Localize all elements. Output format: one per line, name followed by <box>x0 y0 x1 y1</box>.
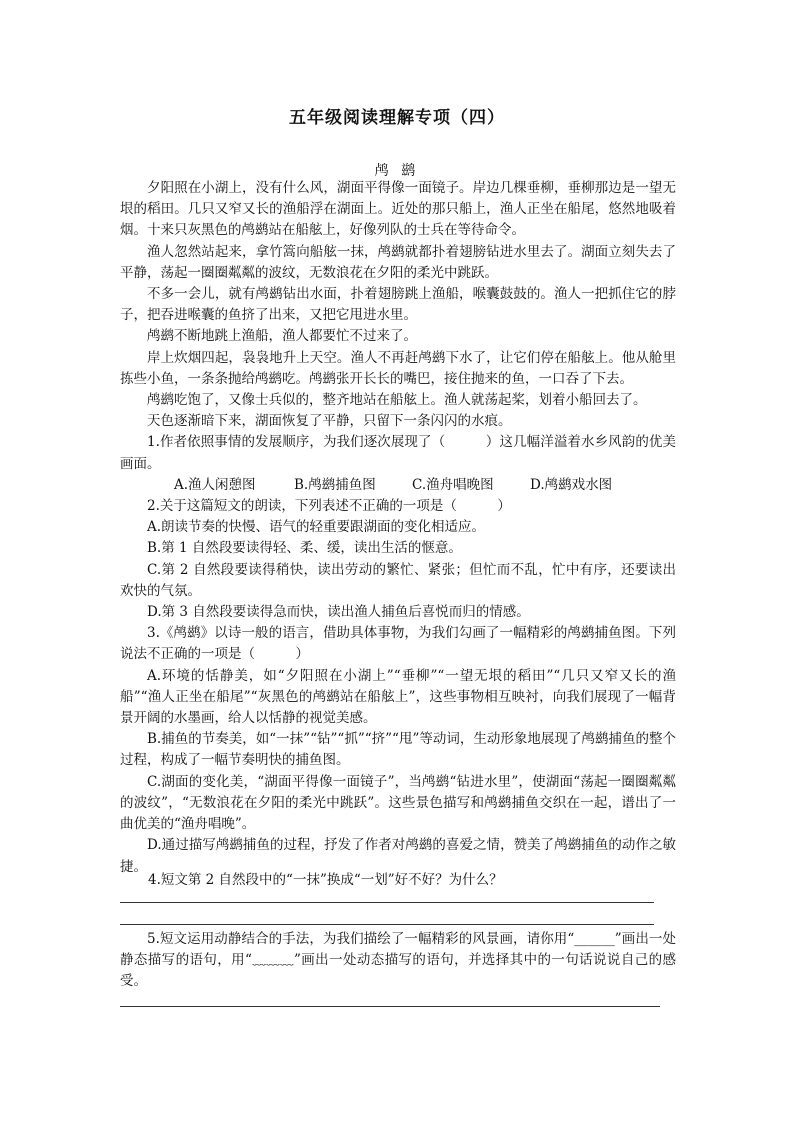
question-1-options <box>120 475 676 496</box>
option-c: C.渔舟唱晚图 <box>412 476 494 493</box>
question-3-option: C.湖面的变化美，“湖面平得像一面镜子”，当鸬鹚“钻进水里”，使湖面“荡起一圈圈粼粼的波纹”，“无数浪花在夕阳的柔光中跳跃”。这些景色描写和鸬鹚捕鱼交织在一起，谱出了一曲优美的“渔舟唱晚”。 <box>120 773 676 833</box>
question-3-option: B.捕鱼的节奏美，如“一抹”“钻”“抓”“挤”“甩”等动词，生动形象地展现了鸬鹚捕鱼的整个过程，构成了一幅节奏明快的捕鱼图。 <box>120 731 676 769</box>
question-3-option: A.环境的恬静美，如“夕阳照在小湖上”“垂柳”“一望无垠的稻田”“几只又窄又长的渔船”“渔人正坐在船尾”“灰黑色的鸬鹚站在船舷上”，这些事物相互映衬，向我们展现了一幅背景开阔的水墨画，给人以恬静的视觉美感。 <box>120 667 676 727</box>
question-2-option: A.朗读节奏的快慢、语气的轻重要跟湖面的变化相适应。 <box>147 519 486 536</box>
question-2-option: C.第 2 自然段要读得稍快，读出劳动的繁忙、紧张；但忙而不乱，忙中有序，还要读出欢快的气氛。 <box>120 561 676 599</box>
question-5-stem: 5.短文运用动静结合的手法，为我们描绘了一幅精彩的风景画，请你用“______”画出一处静态描写的语句，用“﹏﹏﹏”画出一处动态描写的语句，并选择其中的一句话说说自己的感受。 <box>120 931 676 990</box>
passage-paragraph: 鸬鹚吃饱了，又像士兵似的，整齐地站在船舷上。渔人就荡起桨，划着小船回去了。 <box>147 392 647 409</box>
answer-line[interactable] <box>120 924 654 925</box>
question-3-stem: 3.《鸬鹚》以诗一般的语言，借助具体事物，为我们勾画了一幅精彩的鸬鹚捕鱼图。下列说法不正确的一项是（ ） <box>120 625 676 663</box>
passage-paragraph: 夕阳照在小湖上，没有什么风，湖面平得像一面镜子。岸边几棵垂柳，垂柳那边是一望无垠的稻田。几只又窄又长的渔船浮在湖面上。近处的那只船上，渔人正坐在船尾，悠然地吸着烟。十来只灰黑色的鸬鹚站在船舷上，好像列队的士兵在等待命令。 <box>120 180 676 239</box>
option-d: D.鸬鹚戏水图 <box>530 476 613 493</box>
answer-line[interactable] <box>120 1006 660 1007</box>
question-2-stem: 2.关于这篇短文的朗读，下列表述不正确的一项是（ ） <box>147 498 511 515</box>
question-2-option: B.第 1 自然段要读得轻、柔、缓，读出生活的惬意。 <box>147 540 462 557</box>
question-1-stem: 1.作者依照事情的发展顺序，为我们逐次展现了（ ）这几幅洋溢着水乡风韵的优美画面。 <box>120 434 676 472</box>
passage-paragraph: 鸬鹚不断地跳上渔船，渔人都要忙不过来了。 <box>147 328 417 345</box>
passage-paragraph: 天色逐渐暗下来，湖面恢复了平静，只留下一条闪闪的水痕。 <box>147 413 512 430</box>
passage-paragraph: 岸上炊烟四起，袅袅地升上天空。渔人不再赶鸬鹚下水了，让它们停在船舷上。他从舱里拣些小鱼，一条条抛给鸬鹚吃。鸬鹚张开长长的嘴巴，接住抛来的鱼，一口吞了下去。 <box>120 349 676 387</box>
option-b: B.鸬鹚捕鱼图 <box>294 476 376 493</box>
answer-line[interactable] <box>120 902 654 903</box>
page-title: 五年级阅读理解专项（四） <box>289 108 505 128</box>
passage-paragraph: 不多一会儿，就有鸬鹚钻出水面，扑着翅膀跳上渔船，喉囊鼓鼓的。渔人一把抓住它的脖子，把吞进喉囊的鱼挤了出来，又把它甩进水里。 <box>120 286 676 324</box>
passage-body <box>120 178 676 878</box>
option-a: A.渔人闲憩图 <box>174 476 256 493</box>
question-4-stem: 4.短文第 2 自然段中的“一抹”换成“一划”好不好？为什么？ <box>148 872 503 888</box>
question-2-option: D.第 3 自然段要读得急而快，读出渔人捕鱼后喜悦而归的情感。 <box>147 604 530 621</box>
passage-title: 鸬 鹚 <box>374 163 420 179</box>
question-3-option: D.通过描写鸬鹚捕鱼的过程，抒发了作者对鸬鹚的喜爱之情，赞美了鸬鹚捕鱼的动作之敏捷。 <box>120 837 676 875</box>
passage-paragraph: 渔人忽然站起来，拿竹篙向船舷一抹，鸬鹚就都扑着翅膀钻进水里去了。湖面立刻失去了平静，荡起一圈圈粼粼的波纹，无数浪花在夕阳的柔光中跳跃。 <box>120 243 676 281</box>
